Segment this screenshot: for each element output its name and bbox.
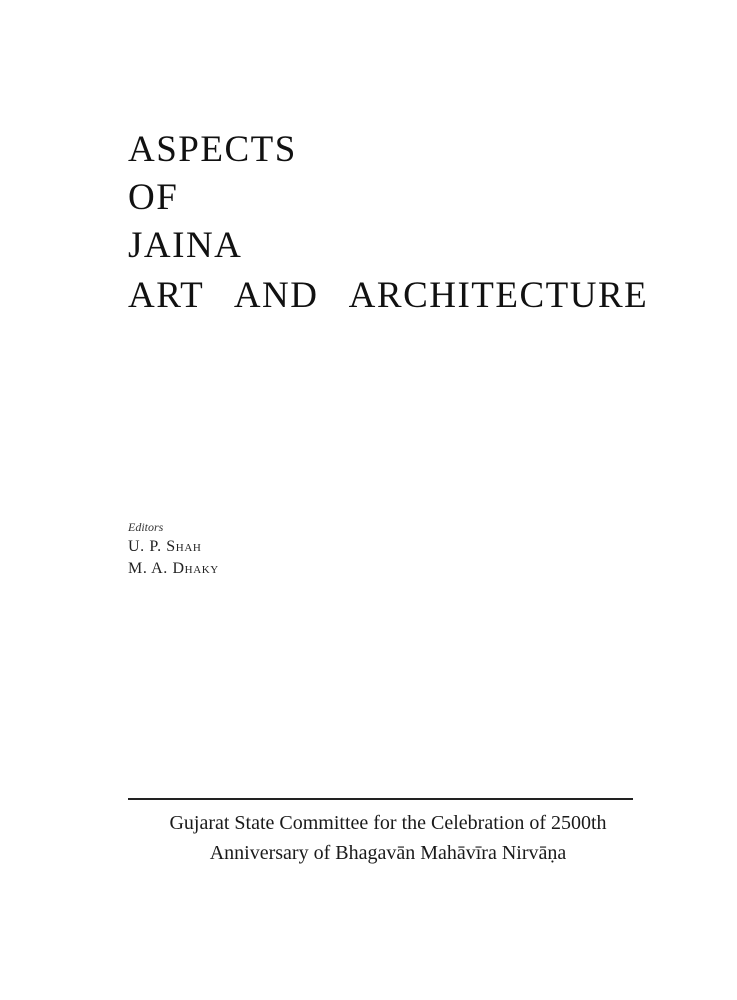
- publisher-block: [118, 808, 658, 868]
- editor-name-2: M. A. Dhaky: [128, 560, 219, 577]
- publisher-line-1: Gujarat State Committee for the Celebration of 2500th: [169, 812, 607, 834]
- title-line-2: OF: [128, 177, 179, 218]
- publisher-line-2: Anniversary of Bhagavān Mahāvīra Nirvāṇa: [209, 842, 567, 864]
- editor-name-1: U. P. Shah: [128, 538, 202, 555]
- title-line-3: JAINA: [128, 225, 243, 266]
- title-line-4: ART AND ARCHITECTURE: [128, 275, 649, 316]
- editors-block: [128, 518, 219, 580]
- horizontal-rule: [128, 798, 633, 800]
- title-line-1: ASPECTS: [128, 129, 297, 170]
- editors-label: Editors: [128, 520, 164, 534]
